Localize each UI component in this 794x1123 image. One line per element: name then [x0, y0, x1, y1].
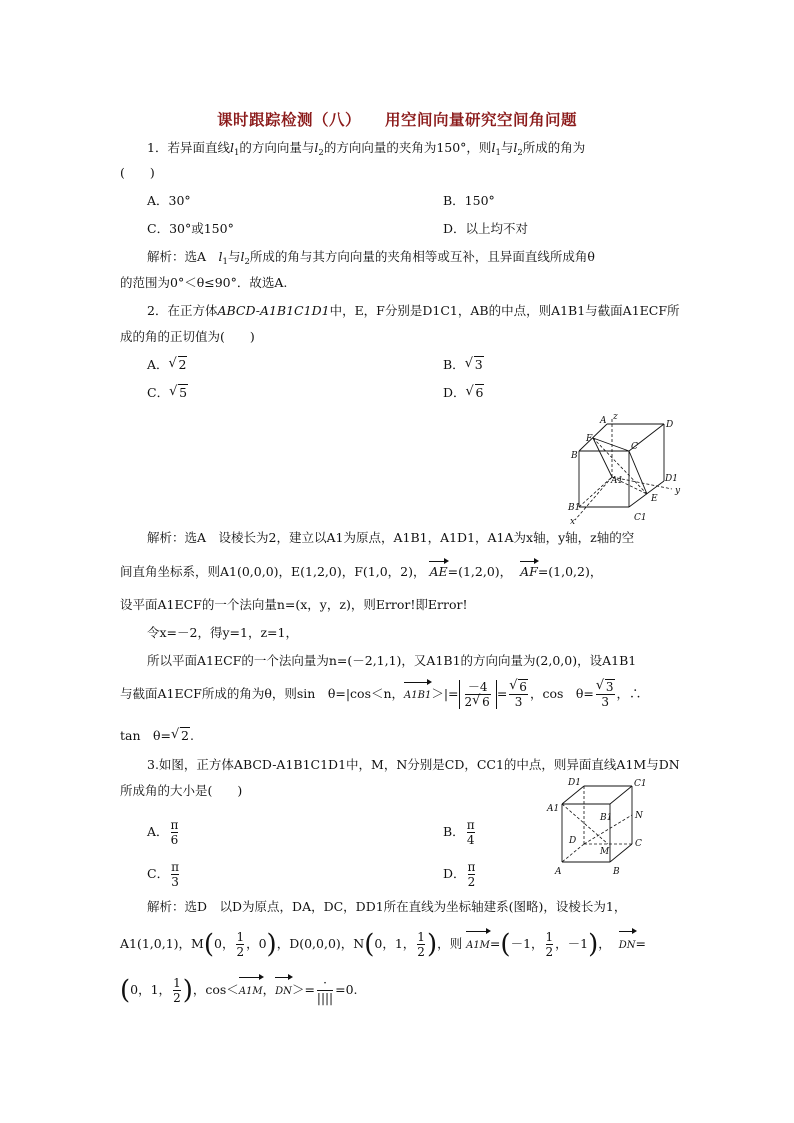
fig1-label: y — [675, 486, 681, 496]
page-title: 课时跟踪检测（八） 用空间向量研究空间角问题 — [216, 110, 578, 129]
fig2-label: D — [569, 836, 577, 846]
fig2-label: C1 — [634, 779, 647, 789]
q3-option-d: D． $\frac{\pi}{2}$ — [443, 860, 476, 889]
fig1-label: C — [631, 442, 638, 452]
q2-option-d: D．√ 6 — [443, 385, 484, 401]
q3-solution-3: (0，1， $\frac{1}{2}$ )，cos＜A1M，DN＞= $\frac{\cdot}{||||}$ =0. — [120, 975, 358, 1006]
q2-stem: 2．在正方体ABCD-A1B1C1D1中，E，F分别是D1C1，AB的中点，则A1B1与截面A1ECF所 — [147, 303, 680, 318]
q2-solution-7: tan θ=√ 2. — [120, 728, 194, 744]
fig2-label: B — [613, 867, 620, 877]
q2-option-b: B．√ 3 — [443, 357, 484, 373]
q3-solution-2: A1(1,0,1)，M(0， $\frac{1}{2}$ ，0)，D(0,0,0)，N(0，1， $\frac{1}{2}$ )，则 A1M=(－1， $\frac{1}{2}$ ，－1)， DN= — [120, 929, 646, 960]
fig2-label: A1 — [547, 804, 560, 814]
fig1-label: B — [571, 451, 578, 461]
q2-option-c: C．√ 5 — [147, 385, 188, 401]
fig1-label: A1 — [611, 476, 624, 486]
fig2-edge — [610, 786, 632, 804]
q2-option-a: A．√ 2 — [147, 357, 187, 373]
fig1-label: z — [613, 412, 618, 422]
q1-paren: ( ) — [120, 165, 155, 180]
q3-option-a: A． $\frac{\pi}{6}$ — [147, 818, 179, 847]
cube-figure-q2 — [560, 410, 690, 528]
q1-option-d: D．以上均不对 — [443, 221, 529, 236]
q1-answer: 解析：选A $l_1$与$l_2$所成的角与其方向向量的夹角相等或互补，且异面直线所成角θ — [147, 249, 595, 267]
q1-option-b: B．150° — [443, 193, 495, 208]
q2-solution-6: 与截面A1ECF所成的角为θ，则sin θ=|cos＜n，A1B1＞|= $\frac{-4}{2√ 6}$ = √ $\frac{6}{3}$ ，cos θ= √ $\frac{3}{3}$ ，∴ — [120, 680, 642, 709]
q1-stem: 1．若异面直线$l_1$的方向向量与$l_2$的方向向量的夹角为150°，则$l_1$与$l_2$所成的角为 — [147, 140, 586, 158]
fig1-edge — [579, 424, 607, 451]
fig1-section-edge — [629, 451, 647, 494]
fig2-label: N — [635, 811, 643, 821]
fig1-label: D1 — [665, 474, 678, 484]
q2-solution-1: 解析：选A 设棱长为2，建立以A1为原点，A1B1，A1D1，A1A为x轴，y轴，z轴的空 — [147, 530, 635, 545]
fig2-label: M — [600, 847, 610, 857]
q2-solution-3: 设平面A1ECF的一个法向量n=(x，y，z)，则Error!即Error! — [120, 597, 468, 612]
cube-figure-q3 — [540, 776, 650, 880]
fig1-label: A — [600, 416, 607, 426]
fig2-label: D1 — [568, 778, 581, 788]
q2-solution-2: 间直角坐标系，则A1(0,0,0)，E(1,2,0)，F(1,0，2)， AE=(1,2,0)， AF=(1,0,2)， — [120, 564, 603, 579]
q3-stem-cont: 所成角的大小是( ) — [120, 783, 243, 798]
q2-solution-5: 所以平面A1ECF的一个法向量为n=(－2,1,1)，又A1B1的方向向量为(2,0,0)，设A1B1 — [147, 653, 637, 668]
fig2-label: A — [555, 867, 562, 877]
fig1-label: B1 — [568, 503, 581, 513]
q3-option-c: C． $\frac{\pi}{3}$ — [147, 860, 179, 889]
q1-option-c: C．30°或150° — [147, 221, 234, 236]
fig1-label: D — [666, 420, 674, 430]
fig2-edge — [562, 786, 584, 804]
fig1-hidden-edge — [579, 477, 612, 507]
q2-solution-4: 令x=－2，得y=1，z=1， — [147, 625, 298, 640]
fig2-hidden-edge — [562, 844, 584, 862]
q3-solution-1: 解析：选D 以D为原点，DA，DC，DD1所在直线为坐标轴建系(图略)，设棱长为1， — [147, 899, 627, 914]
q2-stem-cont: 成的角的正切值为( ) — [120, 329, 255, 344]
q1-answer-cont: 的范围为0°＜θ≤90°．故选A. — [120, 275, 288, 290]
fig2-label: B1 — [600, 813, 613, 823]
fig1-label: C1 — [634, 513, 647, 523]
q3-option-b: B． $\frac{\pi}{4}$ — [443, 818, 475, 847]
fig2-edge — [610, 844, 632, 862]
fig2-label: C — [635, 839, 642, 849]
fig1-label: E — [651, 494, 658, 504]
fig1-label: F — [586, 434, 593, 444]
q1-option-a: A．30° — [147, 193, 191, 208]
fig1-label: x — [570, 517, 576, 527]
q3-stem: 3.如图，正方体ABCD-A1B1C1D1中，M，N分别是CD，CC1的中点，则异面直线A1M与DN — [147, 757, 680, 772]
fig1-x-axis — [575, 477, 612, 520]
